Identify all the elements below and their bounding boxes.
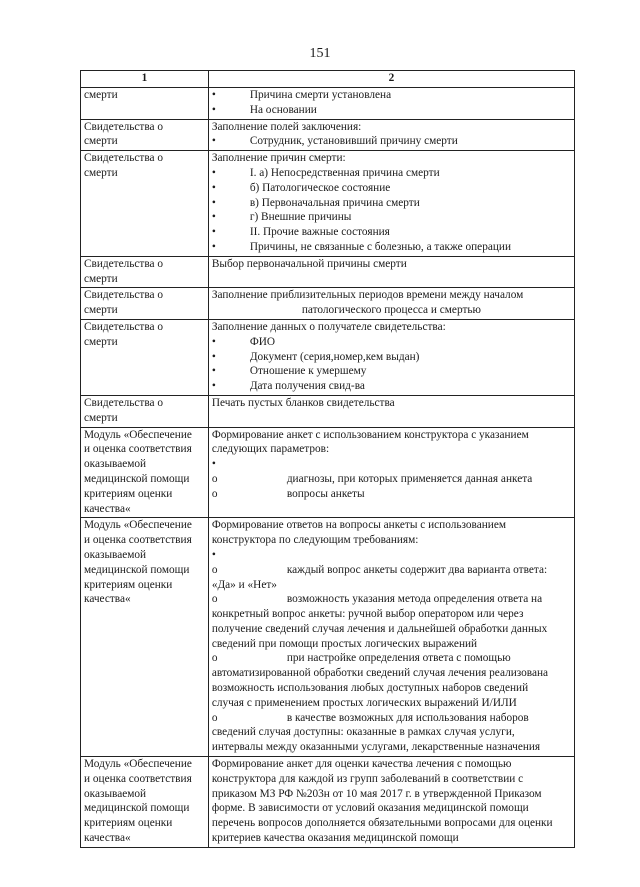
bullet-item — [212, 457, 571, 472]
table-header-row — [81, 71, 575, 88]
sub-item-marker: o — [211, 711, 218, 724]
bullet-item: • Причина смерти установлена — [212, 88, 571, 103]
module-name-line: оказываемой — [84, 787, 147, 800]
text-line: Заполнение причин смерти: — [211, 152, 346, 165]
bullet-item — [212, 548, 571, 563]
page-number: 151 — [309, 46, 331, 61]
text-line: конструктора по следующим требованиям: — [211, 534, 419, 547]
sub-item-marker: o — [211, 563, 218, 576]
sub-item — [212, 711, 571, 726]
text-line: конкретный вопрос анкеты: ручной выбор оператором или через — [211, 608, 524, 621]
table-row — [81, 288, 575, 320]
module-name-line: Свидетельства о — [84, 152, 164, 165]
text-line: автоматизированной обработки сведений случая лечения реализована — [211, 667, 549, 680]
module-name-line: оказываемой — [84, 548, 147, 561]
text-line: интервалы между оказанными услугами, лекарственные назначения — [211, 741, 541, 754]
function-cell — [208, 427, 574, 518]
requirements-table — [80, 70, 575, 848]
function-cell — [208, 288, 574, 320]
module-name-line: смерти — [84, 89, 118, 101]
text-line: форме. В зависимости от условий оказания медицинской помощи — [211, 802, 529, 815]
module-name-line: и оценка соответствия — [84, 443, 192, 456]
module-cell — [81, 119, 209, 151]
header-col-2: 2 — [208, 71, 574, 88]
text-line: конструктора для каждой из групп заболеваний в соответствии с — [211, 772, 524, 785]
sub-item-text: возможность указания метода определения ответа на — [286, 593, 543, 606]
function-cell — [208, 518, 574, 757]
module-name-line: критериям оценки — [84, 487, 173, 500]
text-line: Печать пустых бланков свидетельства — [211, 396, 395, 409]
text-line: «Да» и «Нет» — [211, 578, 277, 591]
module-cell — [81, 427, 209, 518]
table-row — [81, 319, 575, 395]
module-name-line: Свидетельства о — [84, 396, 164, 409]
module-name-line: медицинской помощи — [84, 472, 190, 485]
module-name-line: и оценка соответствия — [84, 772, 192, 785]
text-line: патологического процесса и смертью — [301, 304, 481, 317]
table-row — [81, 256, 575, 288]
module-name-line: Свидетельства о — [84, 320, 164, 333]
module-name-line: качества« — [84, 502, 131, 515]
function-cell — [208, 757, 574, 848]
module-name-line: и оценка соответствия — [84, 534, 192, 547]
table-row — [81, 757, 575, 848]
text-line: получение сведений случая лечения и дальнейшей обработки данных — [211, 622, 548, 635]
bullet-item: • б) Патологическое состояние — [212, 181, 571, 196]
sub-item — [212, 592, 571, 607]
module-name-line: Свидетельства о — [84, 289, 164, 302]
function-cell — [208, 151, 574, 257]
text-line: Формирование анкет с использованием конструктора с указанием — [211, 428, 529, 441]
module-cell — [81, 88, 209, 120]
table-row — [81, 395, 575, 427]
module-name-line: качества« — [84, 832, 131, 845]
text-line: Заполнение полей заключения: — [211, 120, 362, 133]
sub-item — [212, 563, 571, 578]
sub-item — [212, 472, 571, 487]
module-name-line: медицинской помощи — [84, 802, 190, 815]
module-name-line: смерти — [84, 411, 118, 424]
module-cell — [81, 288, 209, 320]
text-line: Формирование ответов на вопросы анкеты с использованием — [211, 519, 506, 532]
header-col-1: 1 — [81, 71, 209, 88]
module-name-line: смерти — [84, 166, 118, 179]
sub-item-text: диагнозы, при которых применяется данная анкета — [286, 472, 533, 485]
bullet-item: • Дата получения свид-ва — [212, 379, 571, 394]
module-name-line: качества« — [84, 593, 131, 606]
text-line: Выбор первоначальной причины смерти — [211, 257, 407, 270]
bullet-item: • Причины, не связанные с болезнью, а также операции — [212, 240, 571, 255]
text-line: сведений случая доступны: оказанные в рамках случая услуги, — [211, 726, 515, 739]
module-name-line: Свидетельства о — [84, 120, 164, 133]
text-line: приказом МЗ РФ №203н от 10 мая 2017 г. в утвержденной Приказом — [211, 787, 542, 800]
module-name-line: критериям оценки — [84, 817, 173, 830]
bullet-item: • г) Внешние причины — [212, 210, 571, 225]
function-cell — [208, 319, 574, 395]
sub-item-marker: o — [211, 593, 218, 606]
module-name-line: смерти — [84, 272, 118, 285]
table-row — [81, 88, 575, 120]
text-line: Формирование анкет для оценки качества лечения с помощью — [211, 758, 512, 771]
text-line: критериев качества оказания медицинской помощи — [211, 832, 459, 845]
module-name-line: медицинской помощи — [84, 563, 190, 576]
bullet-item: • На основании — [212, 103, 571, 118]
module-name-line: Свидетельства о — [84, 257, 164, 270]
module-name-line: Модуль «Обеспечение — [84, 519, 192, 532]
module-name-line: смерти — [84, 135, 118, 148]
function-cell — [208, 88, 574, 120]
module-name-line: Модуль «Обеспечение — [84, 428, 192, 441]
bullet-item: • Документ (серия,номер,кем выдан) — [212, 350, 571, 365]
sub-item-marker: o — [211, 472, 218, 485]
module-name-line: оказываемой — [84, 458, 147, 471]
module-cell — [81, 319, 209, 395]
sub-item-marker: o — [211, 652, 218, 665]
module-cell — [81, 395, 209, 427]
module-cell — [81, 757, 209, 848]
function-cell — [208, 119, 574, 151]
bullet-item: • Сотрудник, установивший причину смерти — [212, 134, 571, 149]
text-line: сведений при помощи простых логических выражений — [211, 637, 478, 650]
text-line: случая с применением простых логических выражений И/ИЛИ — [211, 696, 517, 709]
sub-item-text: в качестве возможных для использования наборов — [286, 711, 529, 724]
bullet-item: • I. а) Непосредственная причина смерти — [212, 166, 571, 181]
table-row — [81, 151, 575, 257]
table-row — [81, 119, 575, 151]
sub-item — [212, 651, 571, 666]
sub-item-text: каждый вопрос анкеты содержит два варианта ответа: — [286, 563, 548, 576]
text-line: возможность использования любых доступных наборов сведений — [211, 682, 529, 695]
sub-item-marker: o — [211, 487, 218, 500]
sub-item-text: при настройке определения ответа с помощью — [286, 652, 511, 665]
text-line: Заполнение приблизительных периодов времени между началом — [211, 289, 524, 302]
bullet-item: • ФИО — [212, 335, 571, 350]
table-row — [81, 427, 575, 518]
function-cell — [208, 395, 574, 427]
bullet-item: • Отношение к умершему — [212, 364, 571, 379]
bullet-item: • в) Первоначальная причина смерти — [212, 196, 571, 211]
function-cell — [208, 256, 574, 288]
table-row — [81, 518, 575, 757]
text-line: перечень вопросов дополняется обязательными вопросами для оценки — [211, 817, 553, 830]
sub-item — [212, 487, 571, 502]
text-line: Заполнение данных о получателе свидетельства: — [211, 320, 446, 333]
module-name-line: смерти — [84, 304, 118, 317]
module-cell — [81, 256, 209, 288]
text-line: следующих параметров: — [211, 443, 330, 456]
bullet-item: • II. Прочие важные состояния — [212, 225, 571, 240]
module-name-line: Модуль «Обеспечение — [84, 758, 192, 771]
module-cell — [81, 518, 209, 757]
module-cell — [81, 151, 209, 257]
sub-item-text: вопросы анкеты — [286, 487, 365, 500]
module-name-line: критериям оценки — [84, 578, 173, 591]
module-name-line: смерти — [84, 335, 118, 348]
